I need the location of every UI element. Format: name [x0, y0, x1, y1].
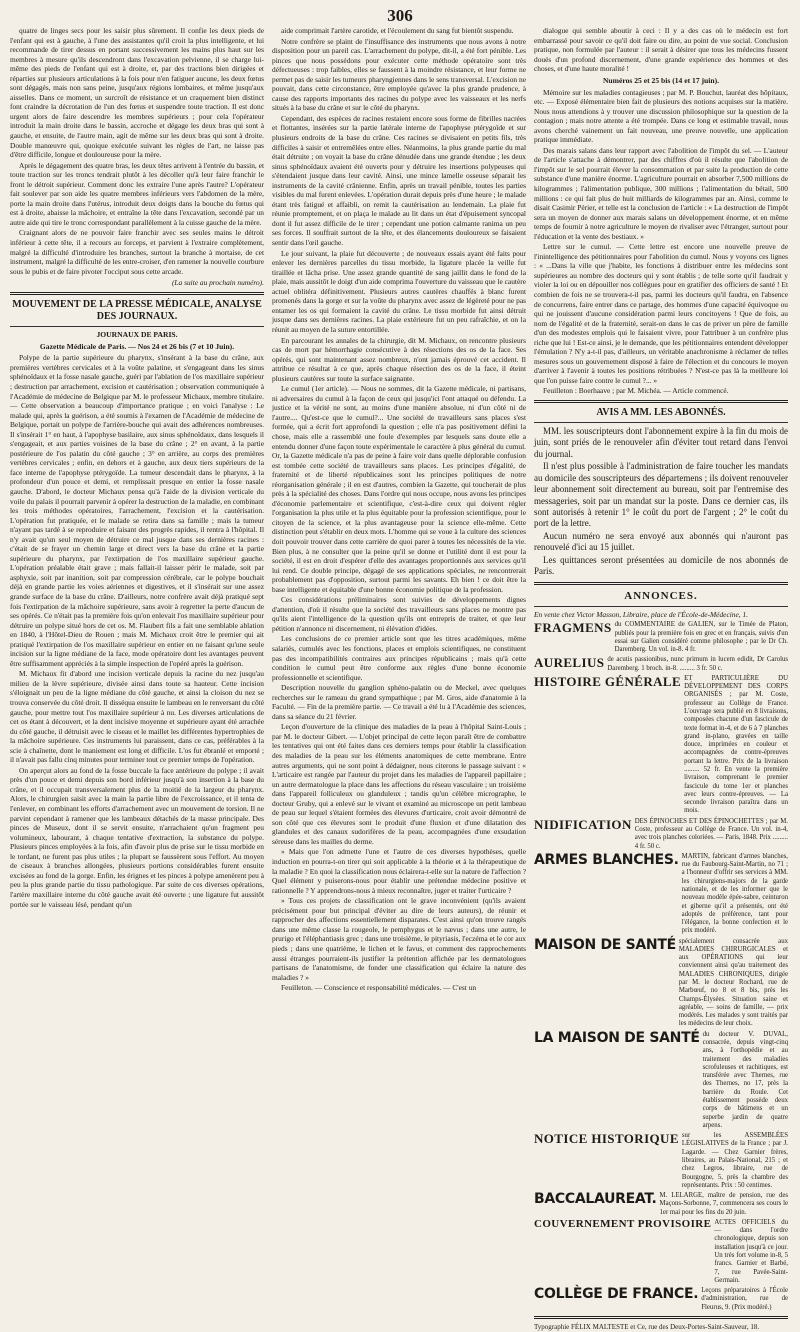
paragraph: Craignant alors de ne pouvoir faire franchir avec ses seules mains le détroit inférieur à cette tête, il a recours au forceps, et parvient à l'extraire complètement, malgré la difficulté d'introduire les branches, surtout la branche à mortaise, de cet instrument, malgré la difficulté de les entre-croiser, d'en ramener la nouvelle courbure sous le pubis et de faire pivoter l'occiput sous cette arcade. [10, 228, 264, 276]
ad-text: DES ÉPINOCHES ET DES ÉPINOCHETTES ; par M. Coste, professeur au Collège de France. Un vol. in-4, avec trois planches coloriées. — Paris, 1848. Prix ......... 4 fr. 50 c. [634, 817, 788, 850]
notice-paragraph: Il n'est plus possible à l'administration de faire toucher les mandats au domicile des souscripteurs des départemens ; ils doivent renouveler leur abonnement soit directement au bureau, soit par l'entremise des messageries, soit par un mandat sur la poste. Dans ce dernier cas, ils sont autorisés à retenir 1° le coût du port de l'argent ; 2° le coût du port de la lettre. [534, 461, 788, 529]
ad-text: du docteur V. DUVAL, consacrée, depuis vingt-cinq ans, à l'orthopédie et au traitement des maladies scrofuleuses et rachitiques, est transférée avec Thernes, rue des Thernes, no 17, près la barrière du Roule. Cet établissement possède deux corps de bâtimens et un superbe jardin de quatre arpens. [702, 1030, 788, 1129]
paragraph: aide comprimait l'artère carotide, et l'écoulement du sang fut bientôt suspendu. [281, 26, 514, 35]
ad-text: MARTIN, fabricant d'armes blanches, rue du Faubourg-Saint-Martin, no 71 ; a l'honneur d'offrir ses services à MM. les chirurgiens-majors de la garde nationale, et de les informer que le nouveau modèle épée-sabre, ceinturon et giberne qu'il a présentés, ont été adoptés de préférence, tant pour l'élégance, la bonne confection et le prix modéré. [681, 852, 788, 935]
column-3 [534, 26, 788, 1332]
notice-paragraph: MM. les souscripteurs dont l'abonnement expire à la fin du mois de juin, sont priés de le renouveler afin d'éviter tout retard dans l'envoi du journal. [534, 426, 788, 459]
paragraph: Les conclusions de ce premier article sont que les titres académiques, même salariés, cumulés avec les fonctions, places et emplois scientifiques, ne constituent pas des incompatibilités contraires aux principes républicains ; mais qu'à cette condition le cumul peut être conforme aux règles d'une bonne économie professionnelle et scientifique. [272, 634, 526, 682]
advertisement [534, 1031, 788, 1130]
advertisement [534, 1219, 788, 1285]
paragraph: Leçon d'ouverture de la clinique des maladies de la peau à l'hôpital Saint-Louis ; par M. le docteur Gibert. — L'objet principal de cette leçon paraît être de combattre les tentatives qui ont été faites dans ces derniers temps pour établir la classification des maladies de la peau sur les éléments anatomiques de cette membrane. Entre autres arguments, qui ne sont point à dédaigner, nous citerons le passage suivant : « L'articaire est rangée par l'auteur du projet dans les maladies de l'appareil papillaire ; un autre dermatologue la place dans les affections du réseau vasculaire ; un troisième dans l'appareil folliculeux ou glanduleux ; tandis qu'un célèbre micrographe, le docteur Gruby, qui a enlevé sur le vivant et examiné au microscope un petit lambeau de peau sur lequel s'étaient formées des élevures d'urticaire, croit avoir démontré de son côté que ces élevures sont le produit d'une fluxion et d'une dilatation des glandules et des canaux sudorifères de la peau, accompagnées d'une exsudation séreuse dans les mailles du derme. [272, 722, 526, 846]
ad-text: M. LELARGE, maître de pension, rue des Maçons-Sorbonne, 7, commencera ses cours le 1er mai pour les fins du 20 juin. [659, 1192, 788, 1216]
printer-imprint: Typographie FÉLIX MALTESTE et Ce, rue des Deux-Portes-Saint-Sauveur, 18. [534, 1323, 760, 1332]
column-2 [272, 26, 526, 1096]
advertisement [534, 675, 788, 816]
footer-divider [534, 1316, 788, 1319]
notice-paragraph: Aucun numéro ne sera envoyé aux abonnés qui n'auront pas renouvelé d'ici au 15 juillet. [534, 530, 788, 553]
annonces-intro: En vente chez Victor Masson, Libraire, place de l'École-de-Médecine, 1. [534, 609, 748, 619]
paragraph: Notre confrère se plaint de l'insuffisance des instruments que nous avons à notre disposition pour un pareil cas. L'arrachement du polype, dit-il, a été fort pénible. Les pinces que nous possédons pour exécuter cette méthode opératoire sont très défectueuses : trop faibles, elles se faussent à la moindre résistance, et leur forme ne permet pas de saisir les tumeurs pharyngiennes dans le sens transversal. L'excision ne pouvait, dans cette circonstance, être employée qu'avec la plus grande prudence, à cause des rapports importants des racines du polype avec les vaisseaux et les nerfs situés à la base du crâne et sur le côté du pharynx. [272, 36, 526, 113]
ad-text: ET PARTICULIÈRE DU DÉVELOPPEMENT DES CORPS ORGANISÉS ; par M. Coste, professeur au Collège de France. L'ouvrage sera publié en 8 livraisons, composées chacune d'un fascicule de texte format in-4, et de 6 à 7 planches grand in-plano, gravées en taille douce, imprimées en couleur et accompagnées de contre-épreuves portant la lettre. Prix de la livraison ......... 52 fr. En vente la première livraison, comprenant le premier fascicule du tome 1er et planches avec leurs contre-épreuves. — La seconde livraison paraîtra dans un mois. [684, 674, 788, 815]
notice-title: AVIS A MM. LES ABONNÉS. [596, 407, 726, 419]
column-1 [10, 26, 264, 1096]
paragraph: Description nouvelle du ganglion sphéno-palatin ou de Meckel, avec quelques recherches sur le rameau du grand sympathique ; par M. Gros, aide d'anatomie à la Faculté. — Fin de la première partie. — Ce travail a été lu à l'Académie des sciences, dans sa séance du 21 février. [272, 683, 526, 721]
divider [10, 326, 264, 327]
ad-text: spécialement consacrée aux MALADIES CHIRURGICALES et aux OPÉRATIONS qui leur conviennent ainsi qu'au traitement des MALADIES CHRONIQUES, dirigée par M. le docteur Rochard, rue de Marbœuf, no 8 et 8 bis, près les Champs-Élysées. Situation saine et agréable, — soins de famille, — prix modérés. Les malades y sont traités par les médecins de leur choix. [678, 937, 788, 1028]
advertisement [534, 656, 788, 673]
numbers-heading: Numéros 25 et 25 bis (14 et 17 juin). [602, 75, 720, 85]
ad-headline: BACCALAUREAT. [534, 1191, 657, 1208]
ad-text: du COMMENTAIRE de GALIEN, sur le Timée de Platon, publiés pour la première fois en grec et en français, suivis d'un essai sur Galien considéré comme philosophe ; par le Dr Ch. Daremberg. Un vol. in-8. 4 fr. [614, 621, 788, 654]
notice-paragraph: Les quittances seront présentées au domicile de nos abonnés de Paris. [534, 554, 788, 577]
paragraph: » Tous ces projets de classification ont le grave inconvénient (qu'ils avaient précisément pour but principal d'éviter au dire de leurs auteurs), de réunir et rapprocher des affections essentiellement disparates. C'est ainsi qu'on trouve rangés dans une même classe la rougeole, le pemphygus et le nævus ; dans une autre, le prurigo et l'éléphantiasis grec ; dans une troisième, le pityriasis, l'eczéma et le cor aux pieds ; dans une quatrième, le lichen et le favus, et comment des rapprochements aussi étranges pourraient-ils justifier la prétention affichée par les dermatologues partisans de l'anatomisme, de fonder une classification qui éclaire la nature des maladies ? » [272, 896, 526, 982]
section-divider [534, 582, 788, 585]
ad-text: sur les ASSEMBLÉES LÉGISLATIVES de la France ; par J. Lagarde. — Chez Garnier frères, libraires, au Palais-National, 215 ; et chez Legros, libraire, rue de Bourgogne, 5, près la chambre des représentants. Prix : 50 centimes. [681, 1132, 788, 1189]
page-number: 306 [387, 6, 413, 25]
paragraph: » Mais que l'on admette l'une et l'autre de ces diverses hypothèses, quelle induction en pourra-t-on tirer qui soit applicable à la théorie et à la thérapeutique de la maladie ? En quoi la classification nous éclairera-t-elle sur la nature de l'affection ? Quel élément y puiserons-nous pour établir une prétendue médecine positive et rationnelle ? Y apprendrons-nous à mieux reconnaître, juger et traiter l'urticaire ? [272, 847, 526, 895]
advertisement [534, 1287, 788, 1312]
paragraph: Lettre sur le cumul. — Cette lettre est encore une nouvelle preuve de l'inintelligence des pétitionnaires pour l'abolition du cumul. Nous y voyons ces lignes : « ...Dans la ville que j'habite, les fonctions à distribuer entre les médecins sont supérieures au nombre des docteurs qui y sont établis ; de telle sorte qu'il faudrait y violer la loi ou en dépouiller nos collègues pour en gratifier des officiers de santé ! Et combien de fois ne se trouvera-t-il pas, parmi les docteurs qu'il faudra, en l'absence de concurrens, faire entrer dans ce partage, des hommes d'une capacité équivoque ou qui ne jouissent d'aucune considération parmi leurs concitoyens ! Que de fois, au nom de l'égalité et de la fraternité, serait-on dans le cas de priver un père de famille d'un des modestes emplois qui le faisaient vivre, pour l'attribuer à un confrère plus riche que lui ! Est-ce ainsi, je le demande, que les pétitionnaires entendent développer l'émulation ? N'y a-t-il pas, d'ailleurs, un véritable anachronisme à réclamer de telles mesures sous un gouvernement disposé à faire de l'élection et du concours le moyen d'arriver à l'avenir à toutes les positions rétribuées ? N'est-ce pas là la meilleure loi que l'on puisse faire contre le cumul ?... » [534, 242, 788, 385]
paragraph: dialogue qui semble aboutir à ceci : Il y a des cas où le médecin est fort embarrassé pour savoir ce qu'il doit faire ou dire, au point de vue social. Conclusion pratique, non formulée par l'auteur : il serait à désirer que tous les médecins fussent doués d'un profond discernement, d'une grande expérience des hommes et des choses, et d'une haute moralité ! [534, 26, 788, 74]
paragraph: Après le dégagement des quatre bras, les deux têtes arrivent à l'entrée du bassin, et toute traction sur les troncs tendrait plutôt à les décoller qu'à leur faire franchir le front le détroit supérieur. Comment donc les extraire l'une après l'autre? L'opérateur fait soulever par son aide les quatre membres inférieurs vers l'abdomen de la mère, porte la main droite dans l'utérus, introduit deux doigts dans la bouche du fœtus qui est à droite, abaisse la mâchoire, et entraîne la tête dans l'excavation, secondé par un autre aide qui tire le tronc correspondant parallèlement à la cuisse gauche de la mère. [10, 160, 264, 227]
newspaper-page [10, 0, 790, 1332]
ad-text: Leçons préparatoires à l'École d'administration, rue de Fleurus, 9. (Prix modéré.) [701, 1287, 788, 1311]
advertisement [534, 938, 788, 1029]
advertisement [534, 853, 788, 936]
ad-headline: AURELIUS [534, 655, 605, 671]
paragraph: Le jour suivant, la plaie fut découverte ; de nouveaux essais ayant été faits pour enlever les dernières parcelles du tissu morbide, la ligature placée la veille fut tiraillée et lâcha prise. Une assez grande quantité de sang jaillit dans le fond de la plaie, mais aussitôt le doigt d'un aide comprima l'ouverture du vaisseau que le cautère actuel oblitéra définitivement. Plusieurs autres cautères chauffés à blanc furent promenés dans la gorge et sur la voûte du pharynx avec assez de légèreté pour ne pas entamer les os qui formaient la cavité du crâne. Le tissu morbide fut ainsi détruit jusque dans ses dernières racines. La plaie extérieure fut un peu rafraîchie, et on la réunit au moyen de la suture entortillée. [272, 248, 526, 334]
advertisement [534, 818, 788, 851]
gazette-heading: Gazette Médicale de Paris. — Nos 24 et 26 bis (7 et 10 Juin). [39, 341, 235, 351]
ad-text: ACTES OFFICIELS du — dans l'ordre chronologique, depuis son installation jusqu'à ce jour. Un très fort volume in-8, 5 francs. Garnier et Barbé, 7, rue Pavée-Saint-Germain. [714, 1218, 788, 1284]
ad-headline: ARMES BLANCHES. [534, 851, 679, 868]
advertisement [534, 1132, 788, 1190]
ad-headline: COUVERNEMENT PROVISOIRE [534, 1217, 712, 1230]
obstetric-report [10, 26, 264, 276]
section-title: MOUVEMENT DE LA PRESSE MÉDICALE, ANALYSE DES JOURNAUX. [12, 298, 262, 322]
divider [534, 422, 788, 423]
paragraph: Cependant, des espèces de racines restaient encore sous forme de fibrilles nacrées et flottantes, insérées sur la partie latérale interne de l'apophyse ptérygoïde et sur plusieurs endroits de la base du crâne. Ces racines se divisaient en petits fils, très difficiles à saisir et entremêlées entre elles. Néanmoins, la plus grande partie du mal était détruite ; on voyait la base du crâne dénudée dans une grande étendue ; les deux sinus sphénoïdaux avaient été ouverts pour y détruire les insertions polypeuses qui s'étendaient jusque dans leur cavité. Ainsi, une mince lamelle osseuse séparait les instruments de la cavité crânienne. Enfin, après un travail pénible, toutes les parties visibles du mal furent enlevées. L'opération durait depuis près d'une heure ; le malade étant très fatigué et affaibli, on remit la cautérisation au lendemain. La plaie fut réunie promptement, et on plaça le malade au lit dans un état d'épuisement syncopal dont il fut assez difficile de le tirer ; cependant une potion calmante ranima un peu ses forces. Il souffrait surtout de la tête, et des élancements douloureux se faisaient sentir dans l'œil gauche. [272, 113, 526, 248]
ad-headline: LA MAISON DE SANTÉ [534, 1029, 700, 1046]
divider [534, 606, 788, 607]
subsection-title: JOURNAUX DE PARIS. [96, 329, 178, 339]
ad-headline: MAISON DE SANTÉ [534, 936, 676, 953]
subscriber-notice [534, 426, 788, 577]
paragraph: Polype de la partie supérieure du pharynx, s'insérant à la base du crâne, aux premières vertèbres cervicales et à la voûte palatine, et s'engageant dans les sinus sphénoïdaux et la fosse nasale gauche, guéri par l'ablation de l'os maxillaire supérieur ; destruction par arrachement, excision et cautérisation ; observation communiquée à l'Académie de médecine de Belgique par M. le professeur Michaux, membre titulaire. — Cette observation a beaucoup d'importance pratique ; en voici l'analyse : Le malade qui, après la guérison, a été soumis à l'examen de l'Académie de médecine de Belgique, portait un polype de l'arrière-bouche qui avait des adhérences nombreuses. Il s'insérait 1° en haut, à l'apophyse basilaire, aux sinus sphénoïdaux, dans lesquels il s'engageait, et aux parties voisines de la base du crâne ; 2° en avant, à la partie postérieure de l'os palatin du côté gauche ; 3° en arrière, au corps des premières vertèbres cervicales ; enfin, en dehors et à gauche, aux deux tiers supérieurs de la face interne de l'apophyse ptérygoïde. La tumeur descendait dans le pharynx, à la profondeur d'un pouce et demi, et remplissait presque en entier la fosse nasale gauche. D'abord, le docteur Michaux pensa qu'à l'aide de la division verticale du voile du palais il pourrait parvenir à opérer la destruction de la maladie, en combinant les trois méthodes opératoires, l'arrachement, l'excision et la cautérisation. L'opération fut pratiquée, et le malade se retira dans sa famille ; mais la tumeur n'ayant pas tardé à se reproduire et faisant des progrès rapides, il rentra à l'hôpital. Il n'y avait qu'un seul moyen de détruire ce mal jusque dans ses dernières racines : c'était de se frayer un chemin large et direct vers la base du crâne et la partie supérieure du pharynx, par l'extirpation de l'os maxillaire supérieur gauche. L'opération préalable était grave ; mais fallait-il laisser périr le malade, soit par asphyxie, soit par inanition, soit par compression cérébrale, car le polype bouchait déjà en grande partie les voies aériennes et digestives, et il s'insérait sur une assez grande surface de la base du crâne. D'ailleurs, notre confrère avait déjà pratiqué sept fois l'extirpation de la mâchoire supérieure, sans avoir à regretter la perte d'aucun de ses opérés. Ce n'était pas la première fois qu'on enlevait l'os maxillaire supérieur pour détruire un polype situé hors de cet os. M. Flaubert fils a fait une semblable ablation en 1840, à l'Hôtel-Dieu de Rouen ; mais M. Michaux croit être le premier qui ait pratiqué l'extirpation de l'os maxillaire supérieur en entier en ne faisant qu'une seule incision sur la ligne médiane de la face, mode opératoire dont les avantages peuvent être suffisamment appréciés à la simple inspection de l'opéré après la guérison. [10, 353, 264, 668]
paragraph: Feuilleton. — Conscience et responsabilité médicales. — C'est un [281, 983, 477, 993]
paragraph: quatre de linges secs pour les saisir plus sûrement. Il confie les deux pieds de l'enfant qui est à gauche, à l'une des assistantes qu'il croit la plus intelligente, et lui recommande de tirer dessus en portant successivement les mains plus haut sur les membres à mesure qu'ils descendront dans l'excavation pelvienne, il se charge lui-même des pieds de l'enfant qui est à droite, et, par des tractions bien dirigées et réparties sur plusieurs articulations à la fois pour n'en fatiguer aucune, les deux fœtus sont dégagés, mais non sans peine, jusqu'aux régions lombaires, et même jusqu'aux aisselles. Dans ce moment, un surcroît de résistance et un craquement bien distinct font craindre la décrotation de l'un des fœtus et suspendre toute traction. Il est donc urgent alors de faire descendre les membres supérieurs ; pour cela l'opérateur introduit la main droite dans le bassin, accroche et dégage les deux bras qui sont à gauche, et ensuite, de l'autre main, agit de même sur les deux bras qui sont à droite. Double manœuvre qui, quoique exécutée suivant les règles de l'art, ne laisse pas d'être difficile, longue et douloureuse pour la mère. [10, 26, 264, 160]
paragraph: Le cumul (1er article). — Nous ne sommes, dit la Gazette médicale, ni partisans, ni adversaires du cumul à la façon de ceux qui jusqu'ici l'ont attaqué ou défendu. La justice et la vérité ne sont, au moins d'une manière absolue, ni d'un côté ni de l'autre.... Qu'est-ce que le cumul?... Une société de travailleurs sans places s'est formée, qui a écrit fort approfondi la question ; elle n'a pas positivement défini la chose, mais elle a rassemblé une foule d'exemples par lesquels sans doute elle a entendu donner d'une façon toute expérimentale le caractère à plus général du cumul. Or, la Gazette médicale n'a pas de peine à faire voir dans quelle déplorable confusion est tombée cette société de travailleurs sans places. Les principes d'égalité, de fraternité et de liberté républicaines sont les principes politiques de notre réorganisation générale ; il en est d'autres, combien la Gazette, qui toucherait de plus près à la spécialité des choses. Dans l'ordre qui nous occupe, nous avons les principes d'économie parlementaire et scientifique, c'est-à-dire ceux qui doivent régler l'organisation la plus utile et la plus équitable pour la profession scientifique, pour le citoyen de la science, et la plus avantageuse pour la science elle-même. Cette distinction peut s'établir en deux mots. L'homme qui se voue à la culture des sciences doit pouvoir trouver dans cette carrière de quoi parer à toutes les nécessités de la vie. Bien plus, à ne consulter que la peine qu'il se donne et l'utilité dont il est pour la société, il est en droit d'espérer d'elle des avantages proportionnés aux services qu'il lui rend. Ce double principe, dégagé de ses applications spéciales, ne rencontrerait probablement pas d'opposition, surtout parmi les savants. Eh bien ! ce doit être la base intelligente et équitable d'une bonne économie politique de la profession. [272, 384, 526, 594]
ad-headline: COLLÈGE DE FRANCE. [534, 1286, 699, 1303]
ad-headline: NOTICE HISTORIQUE [534, 1131, 679, 1147]
paragraph: En parcourant les annales de la chirurgie, dit M. Michaux, on rencontre plusieurs cas de mort par hémorrhagie consécutive à des résections des os de la face. Ses opérés, qui sont maintenant assez nombreux, n'ont jamais éprouvé cet accident. Il attribue ce résultat à ce que, après chaque résection des os de la face, il éteint plusieurs cautères sur toute la surface saignante. [272, 335, 526, 383]
ad-text: de acutis passionibus, nunc primum in lucem edidit, Dr Carolus Daremberg. 1 broch. in-8. ......... 3 fr. 50 c. [607, 656, 788, 672]
advertisement [534, 1192, 788, 1217]
ad-headline: NIDIFICATION [534, 816, 632, 832]
section-divider [10, 292, 264, 295]
paragraph: On aperçut alors au fond de la fosse buccale la face antérieure du polype ; il avait près d'un pouce et demi depuis son bord inférieur jusqu'à son insertion à la base du crâne, et il occupait transversalement plus de la moitié de la largeur du pharynx. Alors, le chirurgien saisit avec la main la partie libre de l'excroissance, et il tenta de l'enlever, en combinant les efforts d'arrachement avec un mouvement de torsion. Il ne parvint cependant à ramener que les lambeaux détachés de la masse principale. Des pinces de Museux, dont il se servit ensuite, n'arrachaient qu'un fragment peu volumineux, labourant, à chaque tentative d'extraction, la substance du polype. Plusieurs pinces employées à la fois, afin d'avoir plus de prise sur le tissu morbide en le tordant, ne furent pas plus utiles ; la plupart se faussèrent sous l'effort. Au moyen de ciseaux à branches allongées, plusieurs portions considérables furent ensuite excisées au fond de la gorge. Enfin, les érignes et les pinces à polype amenèrent peu à peu la plus grande partie du tissu pathologique. Par suite de ces diverses opérations, l'artère maxillaire interne du côté gauche avait été ouverte ; une ligature fut aussitôt portée sur le vaisseau lésé, pendant qu'un [10, 765, 264, 909]
paragraph: M. Michaux fit d'abord une incision verticale depuis la racine du nez jusqu'au milieu de la lèvre supérieure, divisée ainsi dans toute sa hauteur. Cette incision s'éloignait un peu de la ligne médiane du côté gauche, et ainsi la cloison du nez se trouva conservée du côté droit. Il disséqua ensuite le lambeau en le renversant du côté gauche, pour mettre tout l'os maxillaire supérieur à nu. Les diverses articulations de cet os étant à découvert, et la dent incisive moyenne et supérieure ayant été arrachée du côté gauche, il détruisit avec le ciseau et le maillet les différentes hypertrophies de la mâchoire supérieure. Ces instruments lui paraissent, dans ce cas, préférables à la scie à chaînette, dont le maniement est long et difficile. L'os fut ébranlé et emporté ; il n'avait pas fallu cinq minutes pour terminer tout ce premier temps de l'opération. [10, 669, 264, 765]
annonces-title: ANNONCES. [624, 589, 698, 602]
paragraph: Mémoire sur les maladies contagieuses ; par M. P. Bouchut, lauréat des hôpitaux, etc. — Exposé élémentaire bien fait de plusieurs des notions acquises sur la matière. Nous nous attendions à y trouver une discussion philosophique sur la question de la contagion ; mais notre attente a été trompée. Dans ce long et estimable travail, nous avons cherché vainement un fait nouveau, une preuve nouvelle, une application pratique immédiate. [534, 87, 788, 145]
ad-headline: FRAGMENS [534, 620, 612, 636]
section-divider [534, 400, 788, 403]
paragraph: Ces considérations préliminaires sont suivies de développements dignes d'attention, d'où il résulte que la société des travailleurs sans places ne montre pas qu'ils aient l'intelligence de la question qu'ils ont entrepris de traiter, et que leur pétition n'annonce ni discernement, ni élévation d'idées. [272, 595, 526, 633]
ad-headline: HISTOIRE GÉNÉRALE [534, 673, 682, 689]
paragraph: Feuilleton : Boerhaave ; par M. Michéa. — Article commencé. [543, 386, 729, 396]
paragraph: Des marais salans dans leur rapport avec l'abolition de l'impôt du sel. — L'auteur de l'article s'attache à démontrer, par des chiffres d'où il résulte que l'abolition de l'impôt sur le sel pourrait élever la consommation et par suite la production de cette substance d'une manière énorme. L'agriculture pourrait en absorber 7,500 millions de kilogrammes ; l'alimentation publique, 300 millions ; l'alimentation du bétail, 500 millions : ce qui fait plus de huit milliards de kilogrammes par an. Ainsi, comme le disait Casimir Périer, et telle est la conclusion de l'article : « La destruction de l'impôt sera un moyen de donner aux marais salans un développement énorme, et en même temps de fournir à notre agriculture le moyen de rivaliser avec l'étranger, surtout pour l'éducation et la vente des bestiaux. » [534, 145, 788, 241]
advertisement [534, 621, 788, 654]
continued-note: (La suite au prochain numéro). [171, 278, 264, 288]
columns [10, 26, 790, 1332]
